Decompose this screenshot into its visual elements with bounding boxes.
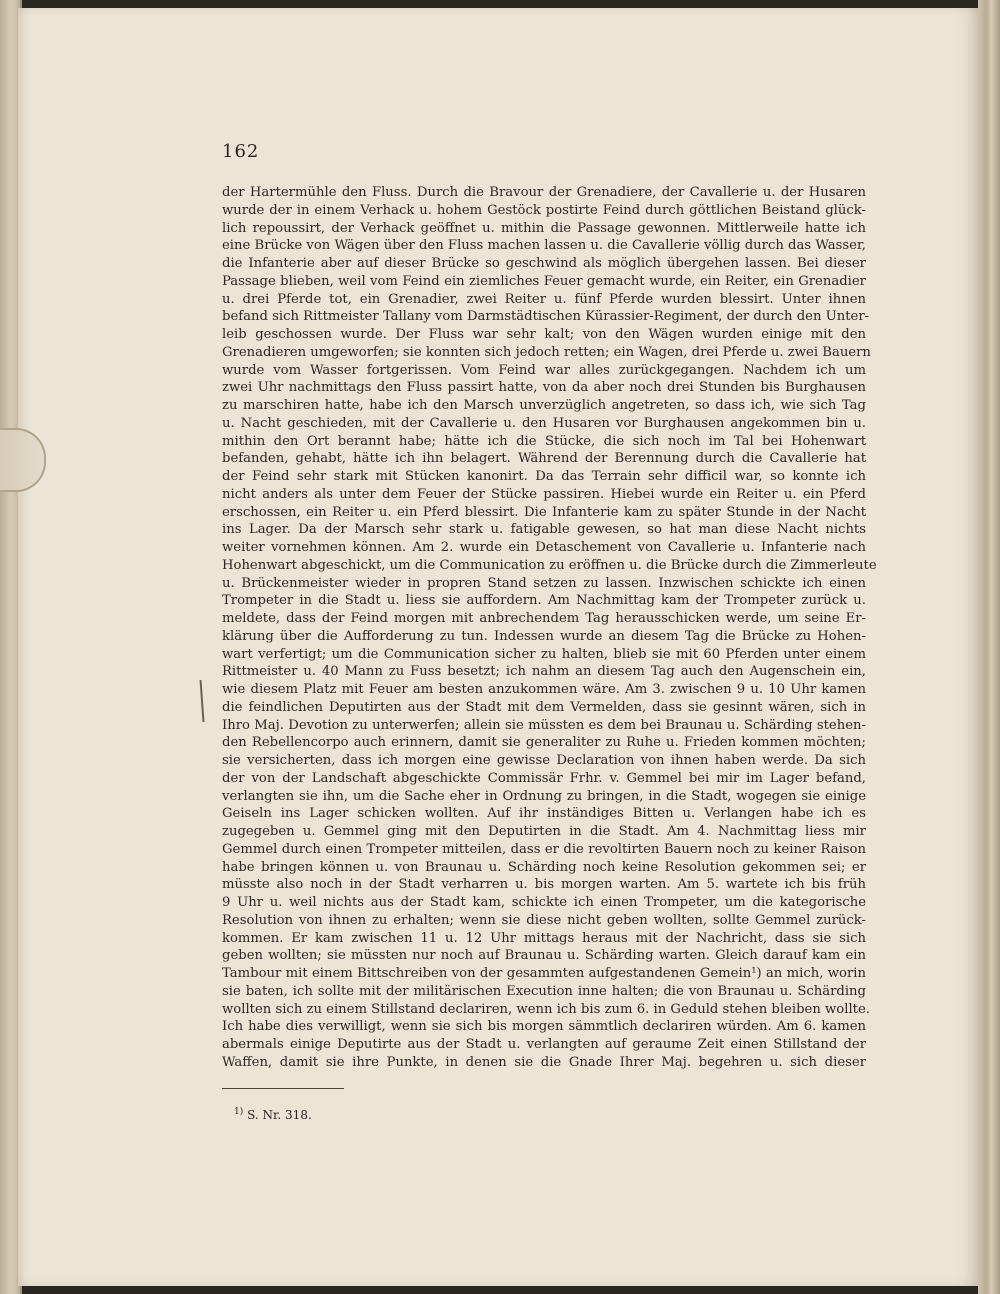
body-line: der Feind sehr stark mit Stücken kanonirt. Da das Terrain sehr difficil war, so konnte ich (222, 469, 866, 484)
page-content (222, 140, 877, 1124)
body-line: eine Brücke von Wägen über den Fluss machen lassen u. die Cavallerie völlig durch das Wasser, (222, 238, 866, 254)
body-line: die feindlichen Deputirten aus der Stadt mit dem Vermelden, dass sie gesinnt wären, sich in (222, 699, 866, 715)
body-line: klärung über die Aufforderung zu tun. Indessen wurde an diesem Tag die Brücke zu Hohen- (222, 628, 866, 644)
body-line: u. Brückenmeister wieder in propren Stand setzen zu lassen. Inzwischen schickte ich einen (222, 575, 866, 591)
body-line: Hohenwart abgeschickt, um die Communication zu eröffnen u. die Brücke durch die Zimmerleute (222, 557, 877, 573)
body-line: zwei Uhr nachmittags den Fluss passirt hatte, von da aber noch drei Stunden bis Burghausen (222, 380, 866, 396)
footnote-marker: 1) (234, 1106, 244, 1117)
body-line: leib geschossen wurde. Der Fluss war sehr kalt; von den Wägen wurden einige mit den (222, 327, 866, 342)
body-line: Ihro Maj. Devotion zu unterwerfen; allein sie müssten es dem bei Braunau u. Schärding stehen- (222, 717, 866, 733)
body-line: befanden, gehabt, hätte ich ihn belagert. Während der Berennung durch die Cavallerie hat (222, 451, 866, 467)
body-line: abermals einige Deputirte aus der Stadt u. verlangten auf geraume Zeit einen Stillstand der (222, 1037, 866, 1052)
body-line: wurde der in einem Verhack u. hohem Gestöck postirte Feind durch göttlichen Beistand glück- (222, 202, 866, 218)
body-line: habe bringen können u. von Braunau u. Schärding noch keine Resolution gekommen sei; er (222, 859, 866, 875)
body-line: erschossen, ein Reiter u. ein Pferd blessirt. Die Infanterie kam zu später Stunde in der Nacht (222, 504, 866, 520)
body-line: u. Nacht geschieden, mit der Cavallerie u. den Husaren vor Burghausen angekommen bin u. (222, 415, 866, 431)
body-line: Passage blieben, weil vom Feind ein ziemliches Feuer gemacht wurde, ein Reiter, ein Grenadier (222, 273, 866, 289)
body-line: 9 Uhr u. weil nichts aus der Stadt kam, schickte ich einen Trompeter, um die kategorische (222, 895, 866, 910)
body-line: u. drei Pferde tot, ein Grenadier, zwei Reiter u. fünf Pferde wurden blessirt. Unter ihnen (222, 291, 866, 307)
body-line: wart verfertigt; um die Communication sicher zu halten, blieb sie mit 60 Pferden unter einem (222, 646, 866, 662)
body-line: Gemmel durch einen Trompeter mitteilen, dass er die revoltirten Bauern noch zu keiner Raison (222, 841, 866, 857)
book-edge-right (978, 0, 1000, 1294)
footnote-text: S. Nr. 318. (247, 1107, 312, 1122)
page-number: 162 (222, 141, 260, 162)
body-line: lich repoussirt, der Verhack geöffnet u. mithin die Passage gewonnen. Mittlerweile hatte ich (222, 220, 866, 236)
body-line: mithin den Ort berannt habe; hätte ich die Stücke, die sich noch im Tal bei Hohenwart (222, 433, 866, 449)
body-line: Waffen, damit sie ihre Punkte, in denen sie die Gnade Ihrer Maj. begehren u. sich dieser (222, 1054, 866, 1070)
body-line: Resolution von ihnen zu erhalten; wenn sie diese nicht geben wollten, sollte Gemmel zurück- (222, 912, 866, 928)
body-line: sie versicherten, dass ich morgen eine gewisse Declaration von ihnen haben werde. Da sich (222, 753, 866, 768)
body-line: meldete, dass der Feind morgen mit anbrechendem Tag herausschicken werde, um seine Er- (222, 611, 866, 626)
body-line: Ich habe dies verwilligt, wenn sie sich bis morgen sämmtlich declariren würden. Am 6. kamen (222, 1019, 866, 1035)
body-line: kommen. Er kam zwischen 11 u. 12 Uhr mittags heraus mit der Nachricht, dass sie sich (222, 930, 866, 946)
body-line: zugegeben u. Gemmel ging mit den Deputirten in die Stadt. Am 4. Nachmittag liess mir (222, 824, 866, 839)
body-line: Tambour mit einem Bittschreiben von der gesammten aufgestandenen Gemein¹) an mich, worin (222, 966, 866, 981)
body-line: Trompeter in die Stadt u. liess sie auffordern. Am Nachmittag kam der Trompeter zurück u. (222, 593, 866, 609)
body-text (222, 184, 877, 1072)
body-line: nicht anders als unter dem Feuer der Stücke passiren. Hiebei wurde ein Reiter u. ein Pferd (222, 486, 866, 502)
body-line: die Infanterie aber auf dieser Brücke so geschwind als möglich übergehen lassen. Bei dieser (222, 256, 866, 271)
body-line: geben wollten; sie müssten nur noch auf Braunau u. Schärding warten. Gleich darauf kam ein (222, 948, 866, 964)
body-line: wurde vom Wasser fortgerissen. Vom Feind war alles zurückgegangen. Nachdem ich um (222, 362, 866, 378)
body-line: ins Lager. Da der Marsch sehr stark u. fatigable gewesen, so hat man diese Nacht nichts (222, 522, 866, 538)
body-line: den Rebellencorpo auch erinnern, damit sie generaliter zu Ruhe u. Frieden kommen möchten; (222, 735, 866, 751)
body-line: der Hartermühle den Fluss. Durch die Bravour der Grenadiere, der Cavallerie u. der Husaren (222, 185, 866, 200)
body-line: verlangten sie ihn, um die Sache eher in Ordnung zu bringen, in die Stadt, wogegen sie einige (222, 788, 866, 804)
body-line: wollten sich zu einem Stillstand declariren, wenn ich bis zum 6. in Geduld stehen bleiben wollte. (222, 1001, 870, 1017)
body-line: weiter vornehmen können. Am 2. wurde ein Detaschement von Cavallerie u. Infanterie nach (222, 540, 866, 555)
footnote (222, 1103, 866, 1124)
footnote-rule (222, 1088, 344, 1089)
body-line: Grenadieren umgeworfen; sie konnten sich jedoch retten; ein Wagen, drei Pferde u. zwei Bauern (222, 344, 871, 360)
body-line: müsste also noch in der Stadt verharren u. bis morgen warten. Am 5. wartete ich bis früh (222, 877, 866, 893)
body-line: zu marschiren hatte, habe ich den Marsch unverzüglich angetreten, so dass ich, wie sich Tag (222, 398, 866, 413)
body-line: Geiseln ins Lager schicken wollten. Auf ihr inständiges Bitten u. Verlangen habe ich es (222, 806, 866, 822)
body-line: sie baten, ich sollte mit der militärischen Execution inne halten; die von Braunau u. Schärding (222, 983, 866, 999)
body-line: wie diesem Platz mit Feuer am besten anzukommen wäre. Am 3. zwischen 9 u. 10 Uhr kamen (222, 682, 866, 697)
body-line: Rittmeister u. 40 Mann zu Fuss besetzt; ich nahm an diesem Tag auch den Augenschein ein, (222, 664, 866, 680)
body-line: der von der Landschaft abgeschickte Commissär Frhr. v. Gemmel bei mir im Lager befand, (222, 770, 866, 786)
body-line: befand sich Rittmeister Tallany vom Darmstädtischen Kürassier-Regiment, der durch den Unter- (222, 309, 870, 325)
